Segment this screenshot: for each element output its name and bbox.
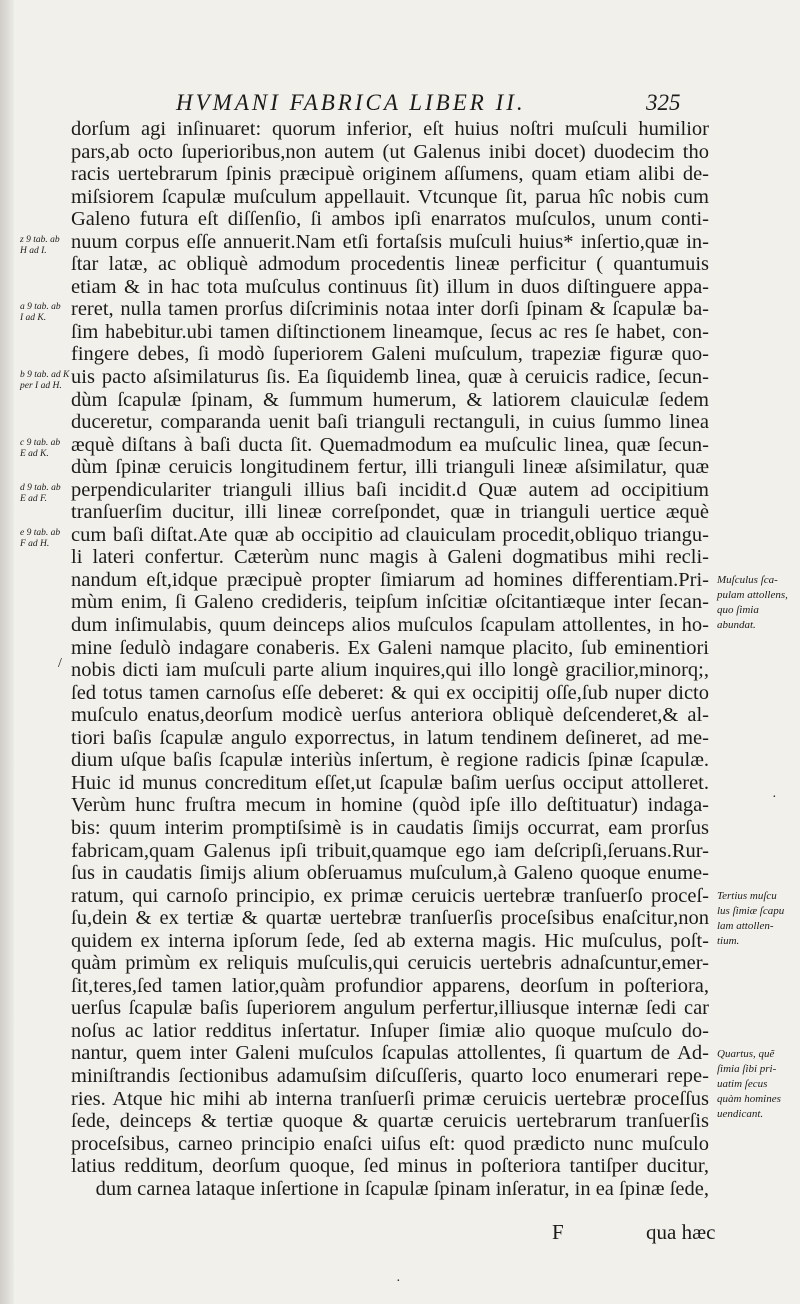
margin-note-line: a 9 tab. ab (20, 302, 61, 313)
margin-note-line: lus ſimiæ ſcapu (717, 904, 785, 917)
margin-note-line: Tertius muſcu (717, 889, 777, 902)
text-line: etiam & in hac tota muſculus continuus ſit) illum in duos diſtinguere appa- (71, 275, 709, 298)
text-line: fabricam,quam Galenus ipſi tribuit,quamque ego iam deſcripſi,ſeruans.Rur- (71, 839, 709, 862)
text-line: dùm ſcapulæ ſpinam, & ſummum humerum, & latiorem clauiculæ ſedem (71, 388, 709, 411)
left-margin-note (20, 302, 72, 324)
text-line: latius redditum, deorſum quoque, ſed minus in poſteriora tantiſper ducitur, (71, 1155, 709, 1178)
text-line: fingere debes, ſi modò ſuperiorem Galeni muſculum, trapeziæ figuræ quo- (71, 343, 709, 366)
text-line: racis uertebrarum ſpinis præcipuè originem aſſumens, quam etiam alibi de- (71, 163, 709, 186)
left-margin-note (20, 528, 72, 550)
text-line: dium uſque baſis ſcapulæ interiùs inſertum, è regione radicis ſpinæ ſcapulæ. (71, 749, 709, 772)
text-line: perpendiculariter trianguli illius baſi incidit.d Quæ autem ad occipitium (71, 478, 709, 501)
left-margin-note (20, 235, 72, 257)
text-line: ſim habebitur.ubi tamen diſtinctionem lineamque, ſecus ac res ſe habet, con- (71, 320, 709, 343)
margin-dot: · (772, 790, 777, 805)
text-line: muſculo enatus,deorſum modicè uerſus anteriora obliquè deſcenderet,& al- (71, 704, 709, 727)
text-line: dum inſimulabis, quum deinceps alios muſculos ſcapulam attollentes, in ho- (71, 614, 709, 637)
text-line: Verùm hunc fruſtra mecum in homine (quòd ipſe illo deſtituatur) indaga- (71, 794, 709, 817)
text-line: duceretur, comparanda uenit baſi trianguli rectanguli, in cuius ſummo linea (71, 411, 709, 434)
margin-stroke: / (58, 656, 62, 671)
text-line: ſed totus tamen carnoſus eſſe deberet: & qui ex occipitij oſſe,ſub nuper dicto (71, 681, 709, 704)
right-margin-note (717, 889, 797, 949)
text-line: ſtar latæ, ac obliquè admodum procedentis lineæ perficitur ( quantumuis (71, 253, 709, 276)
margin-note-line: pulam attollens, (717, 589, 788, 601)
margin-note-line: F ad H. (20, 538, 50, 549)
catchword: qua hæc (646, 1220, 716, 1244)
text-line: ſus in caudatis ſimijs alium obſeruamus muſculum,à Galeno quoque enume- (71, 862, 709, 885)
margin-note-line: Muſculus ſca- (717, 574, 778, 586)
margin-note-line: H ad I. (20, 245, 47, 256)
text-line: tiori baſis ſcapulæ angulo exporrectus, in latum tendinem deſineret, ad me- (71, 726, 709, 749)
text-line: dùm ſpinæ ceruicis longitudinem fertur, illi trianguli lineæ aſsimilatur, quæ (71, 456, 709, 479)
left-margin-note (20, 370, 72, 392)
text-line: mine ſedulò indagare conaberis. Ex Galeni namque placito, ſub eminentiori (71, 636, 709, 659)
text-line: ratum, qui carnoſo principio, ex primæ ceruicis uertebræ tranſuerſo proceſ- (71, 884, 709, 907)
margin-note-line: I ad K. (20, 313, 47, 324)
text-line: nandum eſt,idque præcipuè propter ſimiarum ad homines differentiam.Pri- (71, 568, 709, 591)
text-line: li lateri confertur. Cæterùm nunc magis à Galeni dogmatibus mihi recli- (71, 546, 709, 569)
margin-note-line: abundat. (717, 619, 756, 631)
text-line: cum baſi diſtat.Ate quæ ab occipitio ad clauiculam procedit,obliquo triangu- (71, 523, 709, 546)
margin-note-line: z 9 tab. ab (20, 234, 60, 245)
text-line: ſu,dein & ex tertiæ & quartæ uertebræ tranſuerſis proceſsibus enaſcitur,non (71, 907, 709, 930)
margin-note-line: uendicant. (717, 1107, 764, 1120)
left-margin-note (20, 483, 72, 505)
right-margin-note (717, 1047, 797, 1122)
margin-note-line: lam attollen- (717, 919, 774, 932)
text-line: uerſus ſcapulæ baſis ſuperiorem angulum perfertur,illiusque internæ ſedi car (71, 997, 709, 1020)
margin-note-line: E ad F. (20, 493, 48, 504)
text-line: ries. Atque hic mihi ab interna tranſuerſi primæ ceruicis uertebræ proceſſus (71, 1087, 709, 1110)
margin-note-line: Quartus, quẽ (717, 1047, 775, 1060)
text-line: dum carnea lataque inſertione in ſcapulæ ſpinam inſeratur, in ea ſpinæ ſede, (95, 1177, 709, 1200)
body-text (71, 118, 709, 1200)
margin-note-line: quo ſimia (717, 604, 759, 616)
text-line: miſsiorem ſcapulæ muſculum appellauit. Vtcunque ſit, parua hîc nobis cum (71, 185, 709, 208)
text-line: bis: quum interim promptiſsimè is in caudatis ſimijs occurrat, eam prorſus (71, 816, 709, 839)
text-line: miniſtrandis ſectionibus adamuſsim diſcuſſeris, quarto loco enumerari repe- (71, 1064, 709, 1087)
text-line: reret, nulla tamen prorſus diſcriminis notaa inter dorſi ſpinam & ſcapulæ ba- (71, 298, 709, 321)
text-line: nantur, quem inter Galeni muſculos ſcapulas attollentes, ſi quartum de Ad- (71, 1042, 709, 1065)
margin-note-line: E ad K. (20, 448, 49, 459)
signature-mark: F (552, 1220, 564, 1244)
text-line: ſede, deinceps & tertiæ quoque & quartæ ceruicis uertebrarum tranſuerſis (71, 1110, 709, 1133)
margin-note-line: c 9 tab. ab (20, 437, 61, 448)
margin-note-line: uatim ſecus (717, 1077, 768, 1090)
running-header (0, 90, 800, 120)
text-line: proceſsibus, carneo principio enaſci uiſus eſt: quod prædicto nunc muſculo (71, 1132, 709, 1155)
text-line: Huic id munus concreditum eſſet,ut ſcapulæ baſim uerſus occiput attolleret. (71, 771, 709, 794)
running-title: HVMANI FABRICA LIBER II. (176, 90, 526, 115)
text-line: nuum corpus eſſe annuerit.Nam etſi fortaſsis muſculi huius* inſertio,quæ in- (71, 230, 709, 253)
text-line: dorſum agi inſinuaret: quorum inferior, eſt huius noſtri muſculi humilior (71, 118, 709, 140)
margin-note-line: d 9 tab. ab (20, 482, 61, 493)
text-line: noſus ac latior redditus inſertatur. Inſuper ſimiæ alio quoque muſculo do- (71, 1019, 709, 1042)
text-line: ſit,teres,ſed tamen latior,quàm profundior apparens, deorſum in poſteriora, (71, 974, 709, 997)
text-line: mùm enim, ſi Galeno credideris, teipſum inſcitiæ oſcitantiæque inter ſecan- (71, 591, 709, 614)
page-edge-shadow (0, 0, 14, 1304)
text-line: nobis dicti iam muſculi parte alium inquires,qui illo longè gracilior,minorq;, (71, 659, 709, 682)
margin-note-line: e 9 tab. ab (20, 527, 61, 538)
margin-note-line: per I ad H. (20, 381, 62, 392)
right-margin-note (717, 573, 797, 633)
margin-note-line: b 9 tab. ad K (20, 370, 70, 381)
margin-note-line: quàm homines (717, 1092, 781, 1105)
margin-note-line: tium. (717, 934, 740, 947)
footer-dot: · (396, 1274, 401, 1289)
text-line: æquè diſtans à baſi ducta ſit. Quemadmodum ea muſculic linea, quæ ſecun- (71, 433, 709, 456)
text-line: pars,ab octo ſuperioribus,non autem (ut Galenus inibi docet) duodecim tho (71, 140, 709, 163)
left-margin-note (20, 438, 72, 460)
page-number: 325 (646, 90, 681, 115)
text-line: quàm primùm ex reliquis muſculis,qui ceruicis uertebris adnaſcuntur,emer- (71, 952, 709, 975)
margin-note-line: ſimia ſibi pri- (717, 1062, 777, 1075)
text-line: tranſuerſim ducitur, illi lineæ correſpondet, quæ in trianguli uertice æquè (71, 501, 709, 524)
text-line: uis pacto aſsimilaturus ſis. Ea ſiquidemb linea, quæ à ceruicis radice, ſecun- (71, 366, 709, 389)
text-line: quidem ex interna ipſorum ſede, ſed ab externa magis. Hic muſculus, poſt- (71, 929, 709, 952)
text-line: Galeno futura eſt diſſenſio, ſi ambos ipſi enarratos muſculos, unum conti- (71, 208, 709, 231)
